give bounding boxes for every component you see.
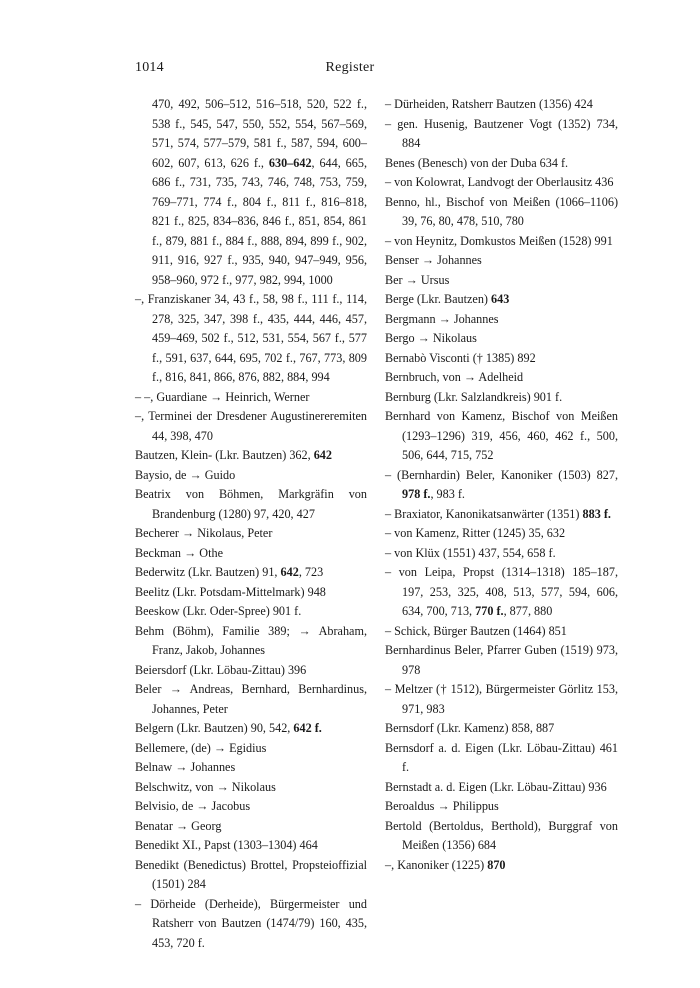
index-entry (385, 329, 618, 349)
entry-text: –, Kanoniker (1225) (385, 857, 488, 872)
entry-text: Behm (Böhm), Familie 389; → Abraham, Franz, Jakob, Johannes (135, 623, 367, 657)
entry-text: Bederwitz (Lkr. Bautzen) 91, (135, 565, 281, 579)
index-entry (385, 173, 618, 193)
entry-text: Bernbruch, von → Adelheid (385, 370, 524, 384)
entry-text: Bernstadt a. d. Eigen (Lkr. Löbau-Zittau) 936 (385, 779, 607, 794)
entry-text: Bergo → Nikolaus (385, 331, 477, 345)
entry-text: Benedikt (Benedictus) Brottel, Propsteioffizial (1501) 284 (135, 857, 367, 891)
running-title: Register (325, 60, 375, 75)
index-entry (385, 544, 618, 564)
entry-text-tail: , 644, 665, 686 f., 731, 735, 743, 746, 748, 753, 759, 769–771, 774 f., 804 f., 811 f., 816–818, 821 f., 825, 834–836, 846 f., 851, 854, 861 f., 879, 881 f., 884 f., 888, 894, 899 f., 902, 911, 916, 927 f., 935, 940, 947–949, 956, 958–960, 972 f., 977, 982, 994, 1000 (152, 155, 368, 287)
index-entry (385, 778, 618, 798)
entry-bold-reference: 870 (487, 857, 506, 872)
index-entry (385, 856, 618, 876)
entry-text: Bautzen, Klein- (Lkr. Bautzen) 362, (135, 448, 314, 462)
entry-text: Beckman → Othe (135, 545, 223, 560)
entry-bold-reference: 883 f. (582, 506, 611, 521)
entry-bold-reference: 630–642 (268, 155, 312, 170)
index-entry (385, 641, 618, 680)
index-entry (385, 232, 618, 252)
entry-text: Belschwitz, von → Nikolaus (135, 779, 276, 794)
entry-text: Benes (Benesch) von der Duba 634 f. (385, 155, 569, 170)
entry-text: Ber → Ursus (385, 272, 450, 287)
index-entry (385, 271, 618, 291)
entry-text: Baysio, de → Guido (135, 467, 236, 482)
entry-text: Beler → Andreas, Bernhard, Bernhardinus, Johannes, Peter (135, 682, 367, 716)
index-entry (135, 602, 367, 622)
index-entry (135, 661, 367, 681)
entry-text: – von Leipa, Propst (1314–1318) 185–187, 197, 253, 325, 408, 513, 577, 594, 606, 634, 700, 713, (385, 565, 618, 618)
entry-text-tail: , 877, 880 (503, 604, 553, 618)
page-header (135, 60, 565, 80)
entry-text: Benatar → Georg (135, 818, 222, 833)
entry-text: – von Heynitz, Domkustos Meißen (1528) 991 (385, 233, 613, 248)
index-entry (135, 622, 367, 661)
index-entry (135, 95, 367, 290)
index-entry (135, 739, 367, 759)
index-entry (385, 797, 618, 817)
entry-text: Benno, hl., Bischof von Meißen (1066–1106) 39, 76, 80, 478, 510, 780 (385, 194, 618, 228)
index-entry (385, 115, 618, 154)
index-entry (385, 524, 618, 544)
entry-text: Beiersdorf (Lkr. Löbau-Zittau) 396 (135, 662, 307, 677)
index-entry (385, 622, 618, 642)
entry-text: Belnaw → Johannes (135, 760, 236, 774)
index-entry (385, 154, 618, 174)
entry-text: – –, Guardiane → Heinrich, Werner (135, 389, 310, 404)
entry-text: Bertold (Bertoldus, Berthold), Burggraf von Meißen (1356) 684 (385, 818, 618, 852)
index-entry (385, 95, 618, 115)
entry-bold-reference: 643 (491, 292, 510, 306)
index-entry (135, 485, 367, 524)
index-entry (135, 758, 367, 778)
entry-text: Bellemere, (de) → Egidius (135, 740, 267, 755)
index-entry (385, 817, 618, 856)
entry-bold-reference: 978 f. (402, 487, 431, 501)
index-entry (135, 407, 367, 446)
entry-text: – (Bernhardin) Beler, Kanoniker (1503) 827, (385, 467, 618, 482)
index-entry (385, 368, 618, 388)
entry-text: – von Kamenz, Ritter (1245) 35, 632 (385, 526, 566, 540)
index-entry (385, 290, 618, 310)
index-entry (135, 856, 367, 895)
index-entry (385, 388, 618, 408)
index-entry (385, 310, 618, 330)
entry-text: – Dürheiden, Ratsherr Bautzen (1356) 424 (385, 97, 593, 111)
entry-text: – von Kolowrat, Landvogt der Oberlausitz 436 (385, 175, 614, 189)
entry-bold-reference: 642 (313, 448, 332, 462)
index-entry (135, 778, 367, 798)
index-entry (135, 797, 367, 817)
index-entry (135, 895, 367, 954)
entry-text: Becherer → Nikolaus, Peter (135, 526, 273, 540)
index-column-left (135, 95, 367, 953)
index-entry (385, 563, 618, 622)
index-entry (135, 836, 367, 856)
index-entry (135, 719, 367, 739)
entry-text: – von Klüx (1551) 437, 554, 658 f. (385, 545, 556, 560)
entry-text: – Schick, Bürger Bautzen (1464) 851 (385, 623, 567, 638)
index-entry (385, 680, 618, 719)
entry-text: –, Terminei der Dresdener Augustinereremiten 44, 398, 470 (135, 409, 367, 443)
index-column-right (385, 95, 618, 875)
index-entry (135, 583, 367, 603)
index-entry (385, 251, 618, 271)
index-entry (135, 544, 367, 564)
entry-text: –, Franziskaner 34, 43 f., 58, 98 f., 111 f., 114, 278, 325, 347, 398 f., 435, 444, 446, 457, 459–469, 502 f., 512, 531, 554, 567 f., 577 f., 591, 637, 644, 695, 702 f., 767, 773, 809 f., 816, 841, 866, 876, 882, 884, 994 (135, 292, 367, 384)
index-entry (135, 388, 367, 408)
entry-text: Bergmann → Johannes (385, 311, 499, 326)
page-number: 1014 (135, 60, 164, 75)
index-entry (385, 193, 618, 232)
entry-text: Bernsdorf (Lkr. Kamenz) 858, 887 (385, 721, 555, 735)
entry-text: 470, 492, 506–512, 516–518, 520, 522 f., 538 f., 545, 547, 550, 552, 554, 567–569, 571, 574, 577–579, 581 f., 587, 594, 600–602, 607, 613, 626 f., (152, 97, 367, 170)
entry-text: Berge (Lkr. Bautzen) (385, 292, 492, 306)
entry-text: Benser → Johannes (385, 253, 482, 267)
index-entry (385, 719, 618, 739)
entry-text: Beelitz (Lkr. Potsdam-Mittelmark) 948 (135, 584, 326, 599)
index-entry (135, 466, 367, 486)
index-entry (385, 505, 618, 525)
entry-bold-reference: 642 (280, 565, 299, 579)
entry-text-tail: , 723 (298, 565, 324, 579)
entry-text: Beroaldus → Philippus (385, 799, 499, 813)
entry-text: – Dörheide (Derheide), Bürgermeister und Ratsherr von Bautzen (1474/79) 160, 435, 453, 720 f. (135, 896, 367, 950)
entry-text: – Meltzer († 1512), Bürgermeister Görlitz 153, 971, 983 (385, 682, 618, 716)
index-entry (385, 407, 618, 466)
entry-text: Bernsdorf a. d. Eigen (Lkr. Löbau-Zittau) 461 f. (385, 740, 618, 774)
entry-text: – gen. Husenig, Bautzener Vogt (1352) 734, 884 (385, 116, 618, 150)
index-entry (135, 680, 367, 719)
index-entry (135, 524, 367, 544)
index-entry (385, 349, 618, 369)
entry-text: Belvisio, de → Jacobus (135, 799, 251, 813)
index-entry (385, 466, 618, 505)
entry-text: Benedikt XI., Papst (1303–1304) 464 (135, 838, 318, 852)
entry-text: Bernburg (Lkr. Salzlandkreis) 901 f. (385, 389, 563, 404)
index-entry (135, 563, 367, 583)
entry-bold-reference: 770 f. (475, 604, 504, 618)
index-entry (135, 290, 367, 388)
entry-text: Bernabò Visconti († 1385) 892 (385, 350, 536, 365)
entry-text: – Braxiator, Kanonikatsanwärter (1351) (385, 506, 583, 521)
index-entry (135, 817, 367, 837)
entry-text: Beatrix von Böhmen, Markgräfin von Brandenburg (1280) 97, 420, 427 (135, 487, 367, 521)
index-entry (385, 739, 618, 778)
entry-text: Beeskow (Lkr. Oder-Spree) 901 f. (135, 604, 302, 618)
entry-text: Belgern (Lkr. Bautzen) 90, 542, (135, 721, 294, 735)
entry-text: Bernhard von Kamenz, Bischof von Meißen (1293–1296) 319, 456, 460, 462 f., 500, 506, 644, 715, 752 (385, 409, 618, 462)
entry-text-tail: , 983 f. (430, 487, 465, 501)
entry-text: Bernhardinus Beler, Pfarrer Guben (1519) 973, 978 (385, 643, 618, 677)
entry-bold-reference: 642 f. (293, 721, 322, 735)
index-entry (135, 446, 367, 466)
